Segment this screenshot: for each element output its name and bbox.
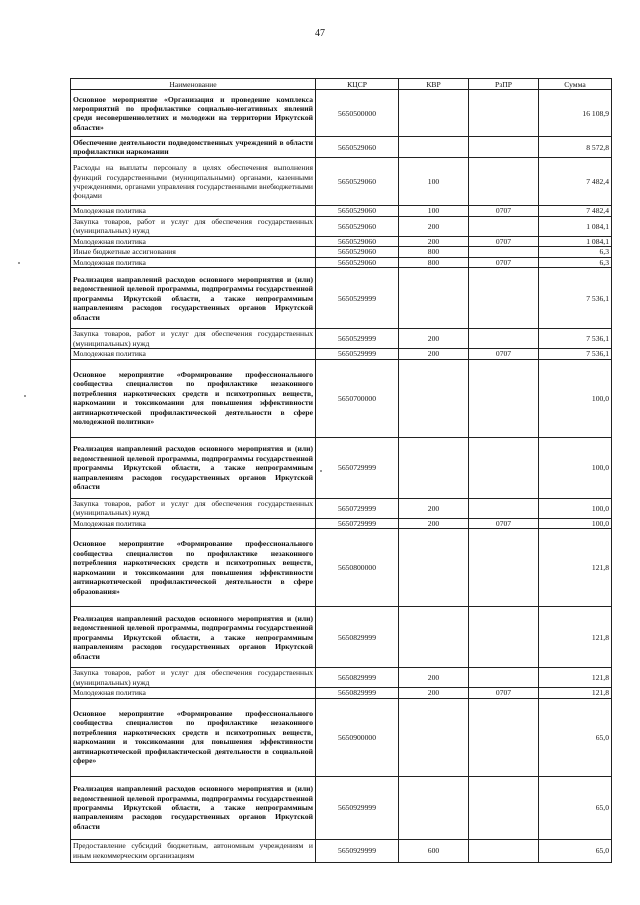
row-sum-cell: 100,0 (539, 498, 612, 518)
row-kvr-cell (399, 698, 469, 776)
row-rzpr-cell (469, 137, 539, 158)
header-name: Наименование (71, 79, 316, 90)
row-name-cell: Реализация направлений расходов основного мероприятия и (или) ведомственной целевой программы, подпрограммы государственной программы Иркутской области, а также непрограммным направлениям расходов государственных органов Иркутской области (71, 268, 316, 329)
row-name-cell: Основное мероприятие «Формирование профессионального сообщества специалистов по профилактике незаконного потребления наркотических средств и психотропных веществ, наркомании и токсикомании для повышения эффективности антинаркотической профилактической деятельности в сфере образования» (71, 529, 316, 607)
row-sum-cell: 121,8 (539, 688, 612, 698)
row-kvr-cell (399, 268, 469, 329)
row-sum-cell: 65,0 (539, 698, 612, 776)
row-code-cell: 5650529060 (316, 257, 399, 267)
row-kvr-cell: 800 (399, 257, 469, 267)
row-sum-cell: 8 572,8 (539, 137, 612, 158)
row-name-cell: Молодежная политика (71, 206, 316, 216)
row-rzpr-cell: 0707 (469, 518, 539, 528)
row-rzpr-cell: 0707 (469, 688, 539, 698)
table-row (71, 529, 612, 607)
row-name-cell: Закупка товаров, работ и услуг для обеспечения государственных (муниципальных) нужд (71, 329, 316, 349)
row-rzpr-cell (469, 839, 539, 862)
row-rzpr-cell: 0707 (469, 257, 539, 267)
row-kvr-cell (399, 437, 469, 498)
table-row (71, 247, 612, 257)
row-sum-cell: 65,0 (539, 839, 612, 862)
page-number: 47 (315, 28, 325, 39)
row-code-cell: 5650529060 (316, 247, 399, 257)
table-row (71, 268, 612, 329)
row-code-cell: 5650529999 (316, 329, 399, 349)
header-kvr: КВР (399, 79, 469, 90)
row-name-cell: Молодежная политика (71, 518, 316, 528)
row-sum-cell: 7 536,1 (539, 329, 612, 349)
row-kvr-cell: 200 (399, 518, 469, 528)
row-name-cell: Закупка товаров, работ и услуг для обеспечения государственных (муниципальных) нужд (71, 216, 316, 236)
row-name-cell: Молодежная политика (71, 349, 316, 359)
row-sum-cell: 121,8 (539, 668, 612, 688)
row-code-cell: 5650829999 (316, 688, 399, 698)
row-name-cell: Предоставление субсидий бюджетным, автономным учреждениям и иным некоммерческим организациям (71, 839, 316, 862)
table-row (71, 137, 612, 158)
row-sum-cell: 7 536,1 (539, 268, 612, 329)
row-sum-cell: 7 536,1 (539, 349, 612, 359)
row-name-cell: Основное мероприятие «Организация и проведение комплекса мероприятий по профилактике социально-негативных явлений среди несовершеннолетних и молодежи на территории Иркутской области» (71, 90, 316, 137)
row-kvr-cell: 200 (399, 329, 469, 349)
row-sum-cell: 6,3 (539, 257, 612, 267)
table-row (71, 359, 612, 437)
row-name-cell: Основное мероприятие «Формирование профессионального сообщества специалистов по профилактике незаконного потребления наркотических средств и психотропных веществ, наркомании и токсикомании для повышения эффективности антинаркотической профилактической деятельности в сфере молодежной политики» (71, 359, 316, 437)
row-name-cell: Реализация направлений расходов основного мероприятия и (или) ведомственной целевой программы, подпрограммы государственной программы Иркутской области, а также непрограммным направлениям расходов государственных органов Иркутской области (71, 776, 316, 839)
table-row (71, 90, 612, 137)
row-rzpr-cell (469, 437, 539, 498)
row-name-cell: Иные бюджетные ассигнования (71, 247, 316, 257)
row-kvr-cell: 200 (399, 688, 469, 698)
row-code-cell: 5650900000 (316, 698, 399, 776)
row-code-cell: 5650829999 (316, 607, 399, 668)
row-code-cell: 5650529060 (316, 236, 399, 246)
row-kvr-cell (399, 359, 469, 437)
row-name-cell: Основное мероприятие «Формирование профессионального сообщества специалистов по профилактике незаконного потребления наркотических средств и психотропных веществ, наркомании и токсикомании для повышения эффективности антинаркотической профилактической деятельности в социальной сфере» (71, 698, 316, 776)
row-code-cell: 5650529060 (316, 216, 399, 236)
table-row (71, 236, 612, 246)
table-row (71, 698, 612, 776)
row-kvr-cell: 100 (399, 158, 469, 206)
row-name-cell: Молодежная политика (71, 257, 316, 267)
row-rzpr-cell (469, 247, 539, 257)
row-rzpr-cell: 0707 (469, 206, 539, 216)
row-rzpr-cell (469, 158, 539, 206)
row-rzpr-cell (469, 90, 539, 137)
row-kvr-cell: 600 (399, 839, 469, 862)
table-header-row (71, 79, 612, 90)
row-kvr-cell: 200 (399, 236, 469, 246)
row-sum-cell: 7 482,4 (539, 158, 612, 206)
row-rzpr-cell (469, 268, 539, 329)
row-rzpr-cell (469, 607, 539, 668)
table-row (71, 329, 612, 349)
row-sum-cell: 100,0 (539, 518, 612, 528)
row-kvr-cell (399, 607, 469, 668)
row-code-cell: 5650729999 (316, 518, 399, 528)
row-kvr-cell: 800 (399, 247, 469, 257)
table-row (71, 158, 612, 206)
row-code-cell: 5650929999 (316, 776, 399, 839)
row-code-cell: 5650929999 (316, 839, 399, 862)
row-code-cell: 5650529060 (316, 158, 399, 206)
row-kvr-cell (399, 529, 469, 607)
row-rzpr-cell (469, 668, 539, 688)
row-sum-cell: 16 108,9 (539, 90, 612, 137)
row-name-cell: Обеспечение деятельности подведомственных учреждений в области профилактики наркомании (71, 137, 316, 158)
row-rzpr-cell (469, 698, 539, 776)
scan-speck (320, 470, 322, 472)
row-sum-cell: 121,8 (539, 607, 612, 668)
row-sum-cell: 121,8 (539, 529, 612, 607)
header-sum: Сумма (539, 79, 612, 90)
row-kvr-cell (399, 90, 469, 137)
row-sum-cell: 7 482,4 (539, 206, 612, 216)
row-code-cell: 5650800000 (316, 529, 399, 607)
row-code-cell: 5650729999 (316, 437, 399, 498)
row-rzpr-cell (469, 329, 539, 349)
scan-speck (18, 262, 20, 264)
row-name-cell: Закупка товаров, работ и услуг для обеспечения государственных (муниципальных) нужд (71, 668, 316, 688)
header-code: КЦСР (316, 79, 399, 90)
row-kvr-cell: 100 (399, 206, 469, 216)
row-kvr-cell (399, 137, 469, 158)
row-sum-cell: 6,3 (539, 247, 612, 257)
row-sum-cell: 65,0 (539, 776, 612, 839)
row-sum-cell: 100,0 (539, 359, 612, 437)
row-rzpr-cell: 0707 (469, 236, 539, 246)
row-name-cell: Расходы на выплаты персоналу в целях обеспечения выполнения функций государственными (муниципальными) органами, казенными учреждениями, органами управления государственными внебюджетными фондами (71, 158, 316, 206)
row-name-cell: Молодежная политика (71, 236, 316, 246)
row-name-cell: Закупка товаров, работ и услуг для обеспечения государственных (муниципальных) нужд (71, 498, 316, 518)
table-row (71, 257, 612, 267)
scan-speck (24, 395, 26, 397)
header-rzpr: РзПР (469, 79, 539, 90)
row-kvr-cell: 200 (399, 668, 469, 688)
row-kvr-cell: 200 (399, 216, 469, 236)
table-row (71, 437, 612, 498)
row-code-cell: 5650529060 (316, 137, 399, 158)
table-row (71, 607, 612, 668)
row-rzpr-cell: 0707 (469, 349, 539, 359)
table-row (71, 776, 612, 839)
budget-table (70, 78, 612, 863)
row-rzpr-cell (469, 529, 539, 607)
row-code-cell: 5650729999 (316, 498, 399, 518)
row-code-cell: 5650529999 (316, 349, 399, 359)
row-kvr-cell: 200 (399, 349, 469, 359)
table-row (71, 518, 612, 528)
row-name-cell: Реализация направлений расходов основного мероприятия и (или) ведомственной целевой программы, подпрограммы государственной программы Иркутской области, а также непрограммным направлениям расходов государственных органов Иркутской области (71, 607, 316, 668)
row-name-cell: Молодежная политика (71, 688, 316, 698)
row-sum-cell: 1 084,1 (539, 216, 612, 236)
row-kvr-cell: 200 (399, 498, 469, 518)
row-code-cell: 5650529060 (316, 206, 399, 216)
row-code-cell: 5650529999 (316, 268, 399, 329)
row-sum-cell: 100,0 (539, 437, 612, 498)
row-rzpr-cell (469, 776, 539, 839)
row-kvr-cell (399, 776, 469, 839)
row-rzpr-cell (469, 498, 539, 518)
table-row (71, 688, 612, 698)
row-sum-cell: 1 084,1 (539, 236, 612, 246)
table-row (71, 498, 612, 518)
table-row (71, 206, 612, 216)
table-row (71, 668, 612, 688)
row-rzpr-cell (469, 359, 539, 437)
row-name-cell: Реализация направлений расходов основного мероприятия и (или) ведомственной целевой программы, подпрограммы государственной программы Иркутской области, а также непрограммным направлениям расходов государственных органов Иркутской области (71, 437, 316, 498)
row-rzpr-cell (469, 216, 539, 236)
row-code-cell: 5650700000 (316, 359, 399, 437)
row-code-cell: 5650500000 (316, 90, 399, 137)
table-row (71, 216, 612, 236)
table-row (71, 349, 612, 359)
table-row (71, 839, 612, 862)
row-code-cell: 5650829999 (316, 668, 399, 688)
